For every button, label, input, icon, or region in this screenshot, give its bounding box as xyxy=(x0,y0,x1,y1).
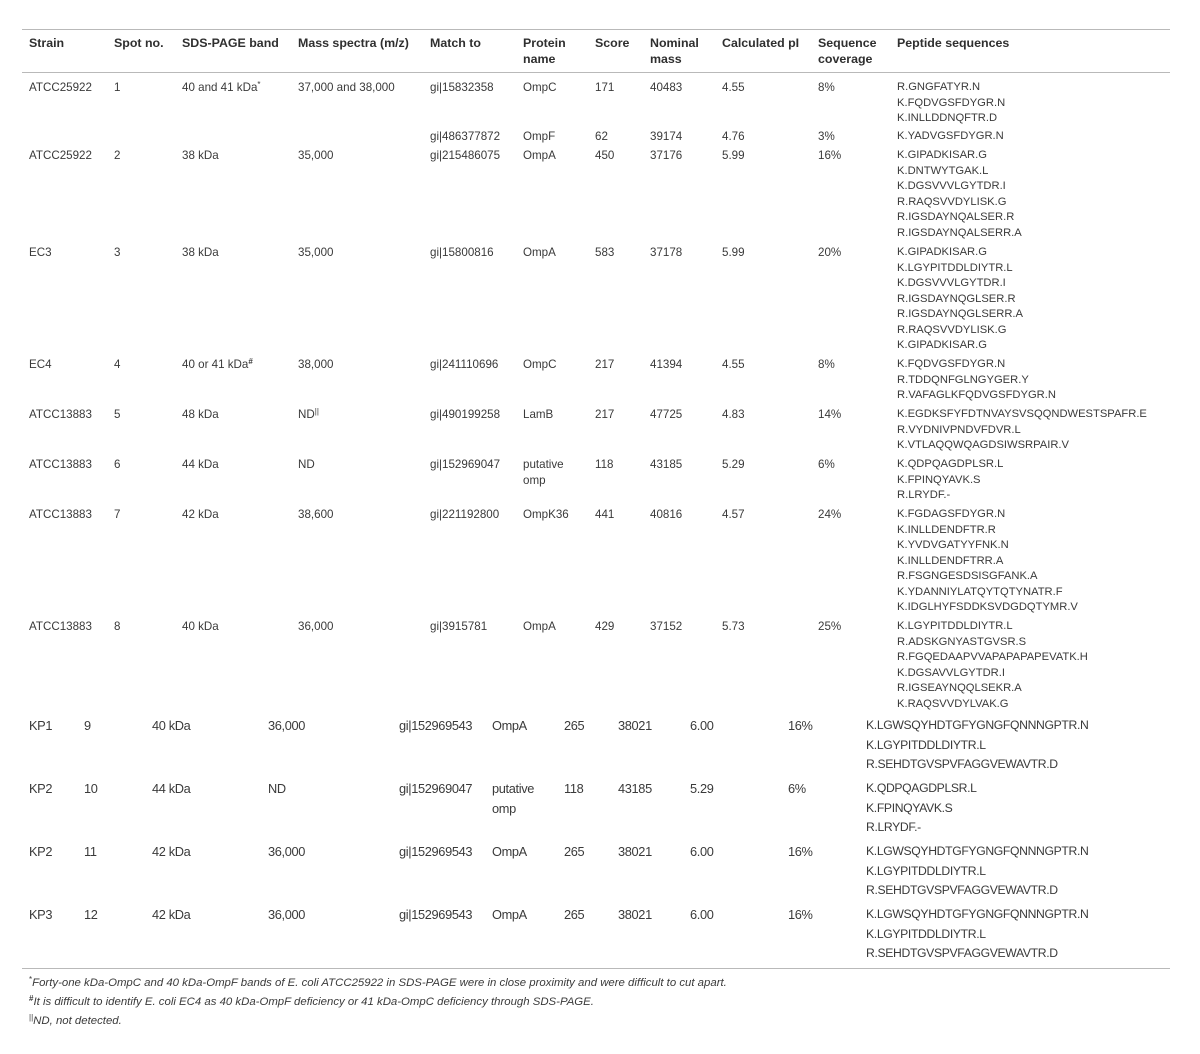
footnote-marker: || xyxy=(314,407,319,416)
spot-no-cell: 2 xyxy=(114,149,121,162)
match-to-cell: gi|241110696 xyxy=(430,358,499,371)
peptide-sequence: R.GNGFATYR.N xyxy=(897,81,981,93)
peptide-sequence: K.DGSVVVLGYTDR.I xyxy=(897,180,1006,192)
band-text: 40 kDa xyxy=(182,620,219,633)
header-spot-no: Spot no. xyxy=(114,36,164,50)
peptide-sequence: R.SEHDTGVSPVFAGGVEWAVTR.D xyxy=(866,883,1058,897)
calculated-pi-cell: 6.00 xyxy=(690,907,714,922)
nominal-mass-cell: 43185 xyxy=(618,781,652,796)
peptide-sequences-cell xyxy=(897,245,1023,354)
mass-text: ND xyxy=(298,408,315,421)
peptide-sequence: R.RAQSVVDYLISK.G xyxy=(897,195,1007,208)
sequence-coverage-cell: 16% xyxy=(788,718,813,733)
sds-page-band-cell xyxy=(182,407,219,423)
footnote-text: Forty-one kDa-OmpC and 40 kDa-OmpF bands of E. coli ATCC25922 in SDS-PAGE were in close proximity and were difficult to cut apart. xyxy=(32,977,727,989)
footnote-2 xyxy=(29,995,594,1009)
strain-cell: ATCC13883 xyxy=(29,458,92,471)
peptide-sequence: K.DGSAVVLGYTDR.I xyxy=(897,666,1005,679)
peptide-sequence: K.DNTWYTGAK.L xyxy=(897,164,989,177)
mass-spectra-cell xyxy=(268,779,286,799)
peptide-sequences-cell xyxy=(866,779,977,838)
band-text: 40 and 41 kDa xyxy=(182,81,258,94)
sds-page-band-cell xyxy=(182,507,219,523)
spot-no-cell: 11 xyxy=(84,844,97,859)
footnote-mark: || xyxy=(29,1013,34,1022)
peptide-sequence: K.VTLAQQWQAGDSIWSRPAIR.V xyxy=(897,439,1069,451)
peptide-sequences-cell xyxy=(897,129,1004,145)
peptide-sequence: K.LGYPITDDLDIYTR.L xyxy=(866,863,986,878)
peptide-sequence: R.LRYDF.- xyxy=(866,820,921,834)
sequence-coverage-cell: 14% xyxy=(818,408,842,421)
mass-spectra-cell xyxy=(298,457,315,473)
spot-no-cell: 4 xyxy=(114,358,121,371)
peptide-sequence: K.LGYPITDDLDIYTR.L xyxy=(866,926,986,941)
peptide-sequence: K.YADVGSFDYGR.N xyxy=(897,130,1004,142)
peptide-sequence: K.LGWSQYHDTGFYGNGFQNNNGPTR.N xyxy=(866,718,1089,732)
calculated-pi-cell: 4.83 xyxy=(722,408,745,421)
sds-page-band-cell xyxy=(152,905,190,925)
nominal-mass-cell: 38021 xyxy=(618,907,652,922)
peptide-sequence: K.LGWSQYHDTGFYGNGFQNNNGPTR.N xyxy=(866,844,1089,858)
peptide-sequences-cell xyxy=(897,507,1078,616)
peptide-sequence: K.YVDVGATYYFNK.N xyxy=(897,539,1009,551)
protein-name-cell: OmpC xyxy=(523,358,557,371)
calculated-pi-cell: 5.99 xyxy=(722,246,745,259)
spot-no-cell: 3 xyxy=(114,246,121,259)
mass-text: ND xyxy=(268,781,286,796)
nominal-mass-cell: 37178 xyxy=(650,246,683,259)
peptide-sequence: R.SEHDTGVSPVFAGGVEWAVTR.D xyxy=(866,757,1058,771)
score-cell: 450 xyxy=(595,149,615,162)
mass-text: 36,000 xyxy=(268,844,306,859)
band-text: 38 kDa xyxy=(182,246,219,259)
peptide-sequence: K.LGYPITDDLDIYTR.L xyxy=(866,737,986,752)
protein-name-cell: OmpK36 xyxy=(523,508,569,521)
score-cell: 217 xyxy=(595,408,615,421)
sequence-coverage-cell: 16% xyxy=(818,149,842,162)
mass-spectra-cell xyxy=(298,245,333,261)
nominal-mass-cell: 39174 xyxy=(650,130,683,143)
mass-spectra-cell xyxy=(298,148,333,164)
spot-no-cell: 1 xyxy=(114,81,121,94)
header-nominal-mass: Nominal mass xyxy=(650,36,699,66)
sequence-coverage-cell: 8% xyxy=(818,81,835,94)
match-to-cell: gi|486377872 xyxy=(430,130,501,143)
band-text: 40 or 41 kDa xyxy=(182,358,249,371)
calculated-pi-cell: 5.29 xyxy=(722,458,745,471)
sds-page-band-cell xyxy=(152,842,190,862)
peptide-sequence: K.RAQSVVDYLVAK.G xyxy=(897,697,1009,710)
match-to-cell: gi|15800816 xyxy=(430,246,494,259)
peptide-sequences-cell xyxy=(897,457,1003,504)
strain-cell: KP1 xyxy=(29,718,53,733)
match-to-cell: gi|490199258 xyxy=(430,408,501,421)
nominal-mass-cell: 38021 xyxy=(618,844,652,859)
peptide-sequence: R.IGSEAYNQQLSEKR.A xyxy=(897,682,1022,694)
spot-no-cell: 5 xyxy=(114,408,121,421)
calculated-pi-cell: 4.76 xyxy=(722,130,745,143)
peptide-sequences-cell xyxy=(866,842,1088,901)
score-cell: 171 xyxy=(595,81,615,94)
calculated-pi-cell: 4.57 xyxy=(722,508,745,521)
match-to-cell: gi|3915781 xyxy=(430,620,488,633)
mass-spectra-cell xyxy=(268,716,305,736)
score-cell: 441 xyxy=(595,508,615,521)
sds-page-band-cell xyxy=(182,80,261,96)
peptide-sequence: K.FQDVGSFDYGR.N xyxy=(897,358,1006,370)
calculated-pi-cell: 6.00 xyxy=(690,844,714,859)
calculated-pi-cell: 4.55 xyxy=(722,81,745,94)
footnote-marker: * xyxy=(257,80,261,89)
peptide-sequence: R.ADSKGNYASTGVSR.S xyxy=(897,635,1027,648)
peptide-sequence: K.QDPQAGDPLSR.L xyxy=(866,781,977,795)
band-text: 42 kDa xyxy=(152,844,191,859)
protein-name-cell: OmpF xyxy=(523,130,556,143)
mass-text: 36,000 xyxy=(298,620,334,633)
strain-cell: ATCC13883 xyxy=(29,508,92,521)
protein-name-cell: OmpA xyxy=(523,246,556,259)
peptide-sequence: R.VYDNIVPNDVFDVR.L xyxy=(897,423,1021,436)
strain-cell: ATCC13883 xyxy=(29,408,92,421)
mass-spectra-cell xyxy=(298,619,333,635)
peptide-sequence: R.RAQSVVDYLISK.G xyxy=(897,323,1007,336)
sequence-coverage-cell: 3% xyxy=(818,130,835,143)
sequence-coverage-cell: 6% xyxy=(788,781,806,796)
band-text: 42 kDa xyxy=(182,508,219,521)
spot-no-cell: 10 xyxy=(84,781,98,796)
top-rule xyxy=(22,29,1170,30)
sequence-coverage-cell: 16% xyxy=(788,844,813,859)
peptide-sequence: K.FQDVGSFDYGR.N xyxy=(897,96,1006,109)
mass-text: ND xyxy=(298,458,315,471)
nominal-mass-cell: 47725 xyxy=(650,408,683,421)
footnote-text: ND, not detected. xyxy=(33,1015,122,1027)
score-cell: 583 xyxy=(595,246,615,259)
sds-page-band-cell xyxy=(182,457,219,473)
peptide-sequences-cell xyxy=(866,905,1088,964)
protein-name-cell: OmpC xyxy=(523,81,557,94)
score-cell: 265 xyxy=(564,718,585,733)
match-to-cell: gi|152969543 xyxy=(399,844,473,859)
protein-name-cell: putative omp xyxy=(523,458,564,487)
peptide-sequence: R.FSGNGESDSISGFANK.A xyxy=(897,570,1038,582)
nominal-mass-cell: 40483 xyxy=(650,81,683,94)
band-text: 48 kDa xyxy=(182,408,219,421)
footnote-mark: * xyxy=(29,975,33,984)
match-to-cell: gi|152969543 xyxy=(399,907,473,922)
mass-text: 38,600 xyxy=(298,508,334,521)
sequence-coverage-cell: 20% xyxy=(818,246,842,259)
nominal-mass-cell: 37176 xyxy=(650,149,683,162)
footnote-3 xyxy=(29,1014,122,1028)
strain-cell: ATCC13883 xyxy=(29,620,92,633)
protein-name-cell: OmpA xyxy=(523,620,556,633)
strain-cell: ATCC25922 xyxy=(29,149,92,162)
peptide-sequence: R.VAFAGLKFQDVGSFDYGR.N xyxy=(897,389,1056,401)
nominal-mass-cell: 41394 xyxy=(650,358,683,371)
peptide-sequence: R.TDDQNFGLNGYGER.Y xyxy=(897,373,1029,386)
protein-name-cell: OmpA xyxy=(492,718,527,733)
mass-text: 35,000 xyxy=(298,149,334,162)
strain-cell: EC4 xyxy=(29,358,52,371)
footnote-text: It is difficult to identify E. coli EC4 as 40 kDa-OmpF deficiency or 41 kDa-OmpC deficiency through SDS-PAGE. xyxy=(33,996,594,1008)
mass-spectra-cell xyxy=(298,357,333,373)
score-cell: 265 xyxy=(564,907,585,922)
sds-page-band-cell xyxy=(152,716,190,736)
peptide-sequence: K.YDANNIYLATQYTQTYNATR.F xyxy=(897,585,1063,598)
sds-page-band-cell xyxy=(152,779,190,799)
header-sequence-coverage: Sequence coverage xyxy=(818,36,877,66)
peptide-sequence: R.IGSDAYNQALSERR.A xyxy=(897,226,1022,239)
peptide-sequence: K.INLLDDNQFTR.D xyxy=(897,112,998,124)
peptide-sequence: K.GIPADKISAR.G xyxy=(897,339,987,351)
score-cell: 265 xyxy=(564,844,585,859)
peptide-sequence: K.FPINQYAVK.S xyxy=(897,473,981,486)
mass-text: 37,000 and 38,000 xyxy=(298,81,395,94)
peptide-sequence: K.FPINQYAVK.S xyxy=(866,800,953,815)
header-strain: Strain xyxy=(29,36,65,50)
mass-text: 35,000 xyxy=(298,246,334,259)
strain-cell: EC3 xyxy=(29,246,52,259)
calculated-pi-cell: 5.99 xyxy=(722,149,745,162)
footnote-marker: # xyxy=(248,357,253,366)
nominal-mass-cell: 43185 xyxy=(650,458,683,471)
peptide-sequence: K.EGDKSFYFDTNVAYSVSQQNDWESTSPAFR.E xyxy=(897,408,1147,420)
sds-page-band-cell xyxy=(182,148,219,164)
peptide-sequence: K.QDPQAGDPLSR.L xyxy=(897,458,1004,470)
peptide-sequences-cell xyxy=(897,148,1022,241)
match-to-cell: gi|221192800 xyxy=(430,508,500,521)
band-text: 44 kDa xyxy=(152,781,191,796)
match-to-cell: gi|152969047 xyxy=(399,781,473,796)
score-cell: 118 xyxy=(595,458,614,471)
peptide-sequence: K.INLLDENDFTRR.A xyxy=(897,554,1004,567)
peptide-sequences-cell xyxy=(897,80,1005,127)
match-to-cell: gi|215486075 xyxy=(430,149,501,162)
calculated-pi-cell: 5.29 xyxy=(690,781,714,796)
header-score: Score xyxy=(595,36,630,50)
sds-page-band-cell xyxy=(182,357,253,373)
spot-no-cell: 8 xyxy=(114,620,121,633)
protein-name-cell: LamB xyxy=(523,408,554,421)
header-sds-page-band: SDS-PAGE band xyxy=(182,36,279,50)
peptide-sequence: R.LRYDF.- xyxy=(897,489,951,501)
header-calculated-pi: Calculated pI xyxy=(722,36,800,50)
nominal-mass-cell: 38021 xyxy=(618,718,652,733)
mass-text: 36,000 xyxy=(268,718,306,733)
sequence-coverage-cell: 6% xyxy=(818,458,835,471)
protein-name-cell: putative omp xyxy=(492,781,535,816)
nominal-mass-cell: 37152 xyxy=(650,620,683,633)
calculated-pi-cell: 4.55 xyxy=(722,358,745,371)
band-text: 38 kDa xyxy=(182,149,219,162)
band-text: 42 kDa xyxy=(152,907,191,922)
protein-name-cell: OmpA xyxy=(492,844,527,859)
bottom-rule xyxy=(22,968,1170,969)
mass-spectra-cell xyxy=(268,905,305,925)
peptide-sequence: K.GIPADKISAR.G xyxy=(897,246,987,258)
match-to-cell: gi|15832358 xyxy=(430,81,494,94)
peptide-sequence: R.IGSDAYNQGLSERR.A xyxy=(897,308,1023,320)
calculated-pi-cell: 6.00 xyxy=(690,718,714,733)
peptide-sequence: K.DGSVVVLGYTDR.I xyxy=(897,277,1006,289)
mass-text: 38,000 xyxy=(298,358,334,371)
peptide-sequence: K.IDGLHYFSDDKSVDGDQTYMR.V xyxy=(897,601,1078,613)
score-cell: 429 xyxy=(595,620,615,633)
header-protein-name: Protein name xyxy=(523,36,566,66)
peptide-sequence: K.LGWSQYHDTGFYGNGFQNNNGPTR.N xyxy=(866,907,1089,921)
sequence-coverage-cell: 24% xyxy=(818,508,842,521)
mass-spectra-cell xyxy=(298,80,395,96)
strain-cell: KP2 xyxy=(29,781,53,796)
score-cell: 118 xyxy=(564,781,584,796)
header-match-to: Match to xyxy=(430,36,481,50)
mass-text: 36,000 xyxy=(268,907,306,922)
mass-spectra-cell xyxy=(298,407,319,423)
footnote-1 xyxy=(29,976,727,990)
peptide-sequence: R.IGSDAYNQALSER.R xyxy=(897,211,1015,223)
nominal-mass-cell: 40816 xyxy=(650,508,683,521)
band-text: 44 kDa xyxy=(182,458,219,471)
match-to-cell: gi|152969047 xyxy=(430,458,501,471)
spot-no-cell: 6 xyxy=(114,458,121,471)
protein-name-cell: OmpA xyxy=(492,907,527,922)
peptide-sequence: R.FGQEDAAPVVAPAPAPAPEVATK.H xyxy=(897,651,1088,663)
peptide-sequence: R.IGSDAYNQGLSER.R xyxy=(897,292,1016,305)
peptide-sequence: K.GIPADKISAR.G xyxy=(897,149,987,161)
peptide-sequences-cell xyxy=(897,619,1088,712)
strain-cell: KP3 xyxy=(29,907,53,922)
peptide-sequence: K.INLLDENDFTR.R xyxy=(897,523,996,536)
sds-page-band-cell xyxy=(182,619,219,635)
spot-no-cell: 7 xyxy=(114,508,121,521)
mass-spectra-cell xyxy=(298,507,333,523)
mass-spectra-cell xyxy=(268,842,305,862)
header-mass-spectra: Mass spectra (m/z) xyxy=(298,36,409,50)
header-peptide-sequences: Peptide sequences xyxy=(897,36,1010,50)
match-to-cell: gi|152969543 xyxy=(399,718,473,733)
strain-cell: ATCC25922 xyxy=(29,81,92,94)
peptide-sequences-cell xyxy=(866,716,1088,775)
peptide-sequences-cell xyxy=(897,357,1056,404)
peptide-sequence: R.SEHDTGVSPVFAGGVEWAVTR.D xyxy=(866,946,1058,960)
spot-no-cell: 12 xyxy=(84,907,98,922)
score-cell: 62 xyxy=(595,130,608,143)
sds-page-band-cell xyxy=(182,245,219,261)
protein-name-cell: OmpA xyxy=(523,149,556,162)
sequence-coverage-cell: 16% xyxy=(788,907,813,922)
peptide-sequence: K.LGYPITDDLDIYTR.L xyxy=(897,620,1013,632)
peptide-sequence: K.FGDAGSFDYGR.N xyxy=(897,508,1006,520)
band-text: 40 kDa xyxy=(152,718,191,733)
strain-cell: KP2 xyxy=(29,844,53,859)
peptide-sequence: K.LGYPITDDLDIYTR.L xyxy=(897,261,1013,274)
footnote-mark: # xyxy=(29,994,34,1003)
calculated-pi-cell: 5.73 xyxy=(722,620,745,633)
sequence-coverage-cell: 25% xyxy=(818,620,842,633)
sequence-coverage-cell: 8% xyxy=(818,358,835,371)
header-rule xyxy=(22,72,1170,73)
peptide-sequences-cell xyxy=(897,407,1147,454)
score-cell: 217 xyxy=(595,358,615,371)
spot-no-cell: 9 xyxy=(84,718,91,733)
